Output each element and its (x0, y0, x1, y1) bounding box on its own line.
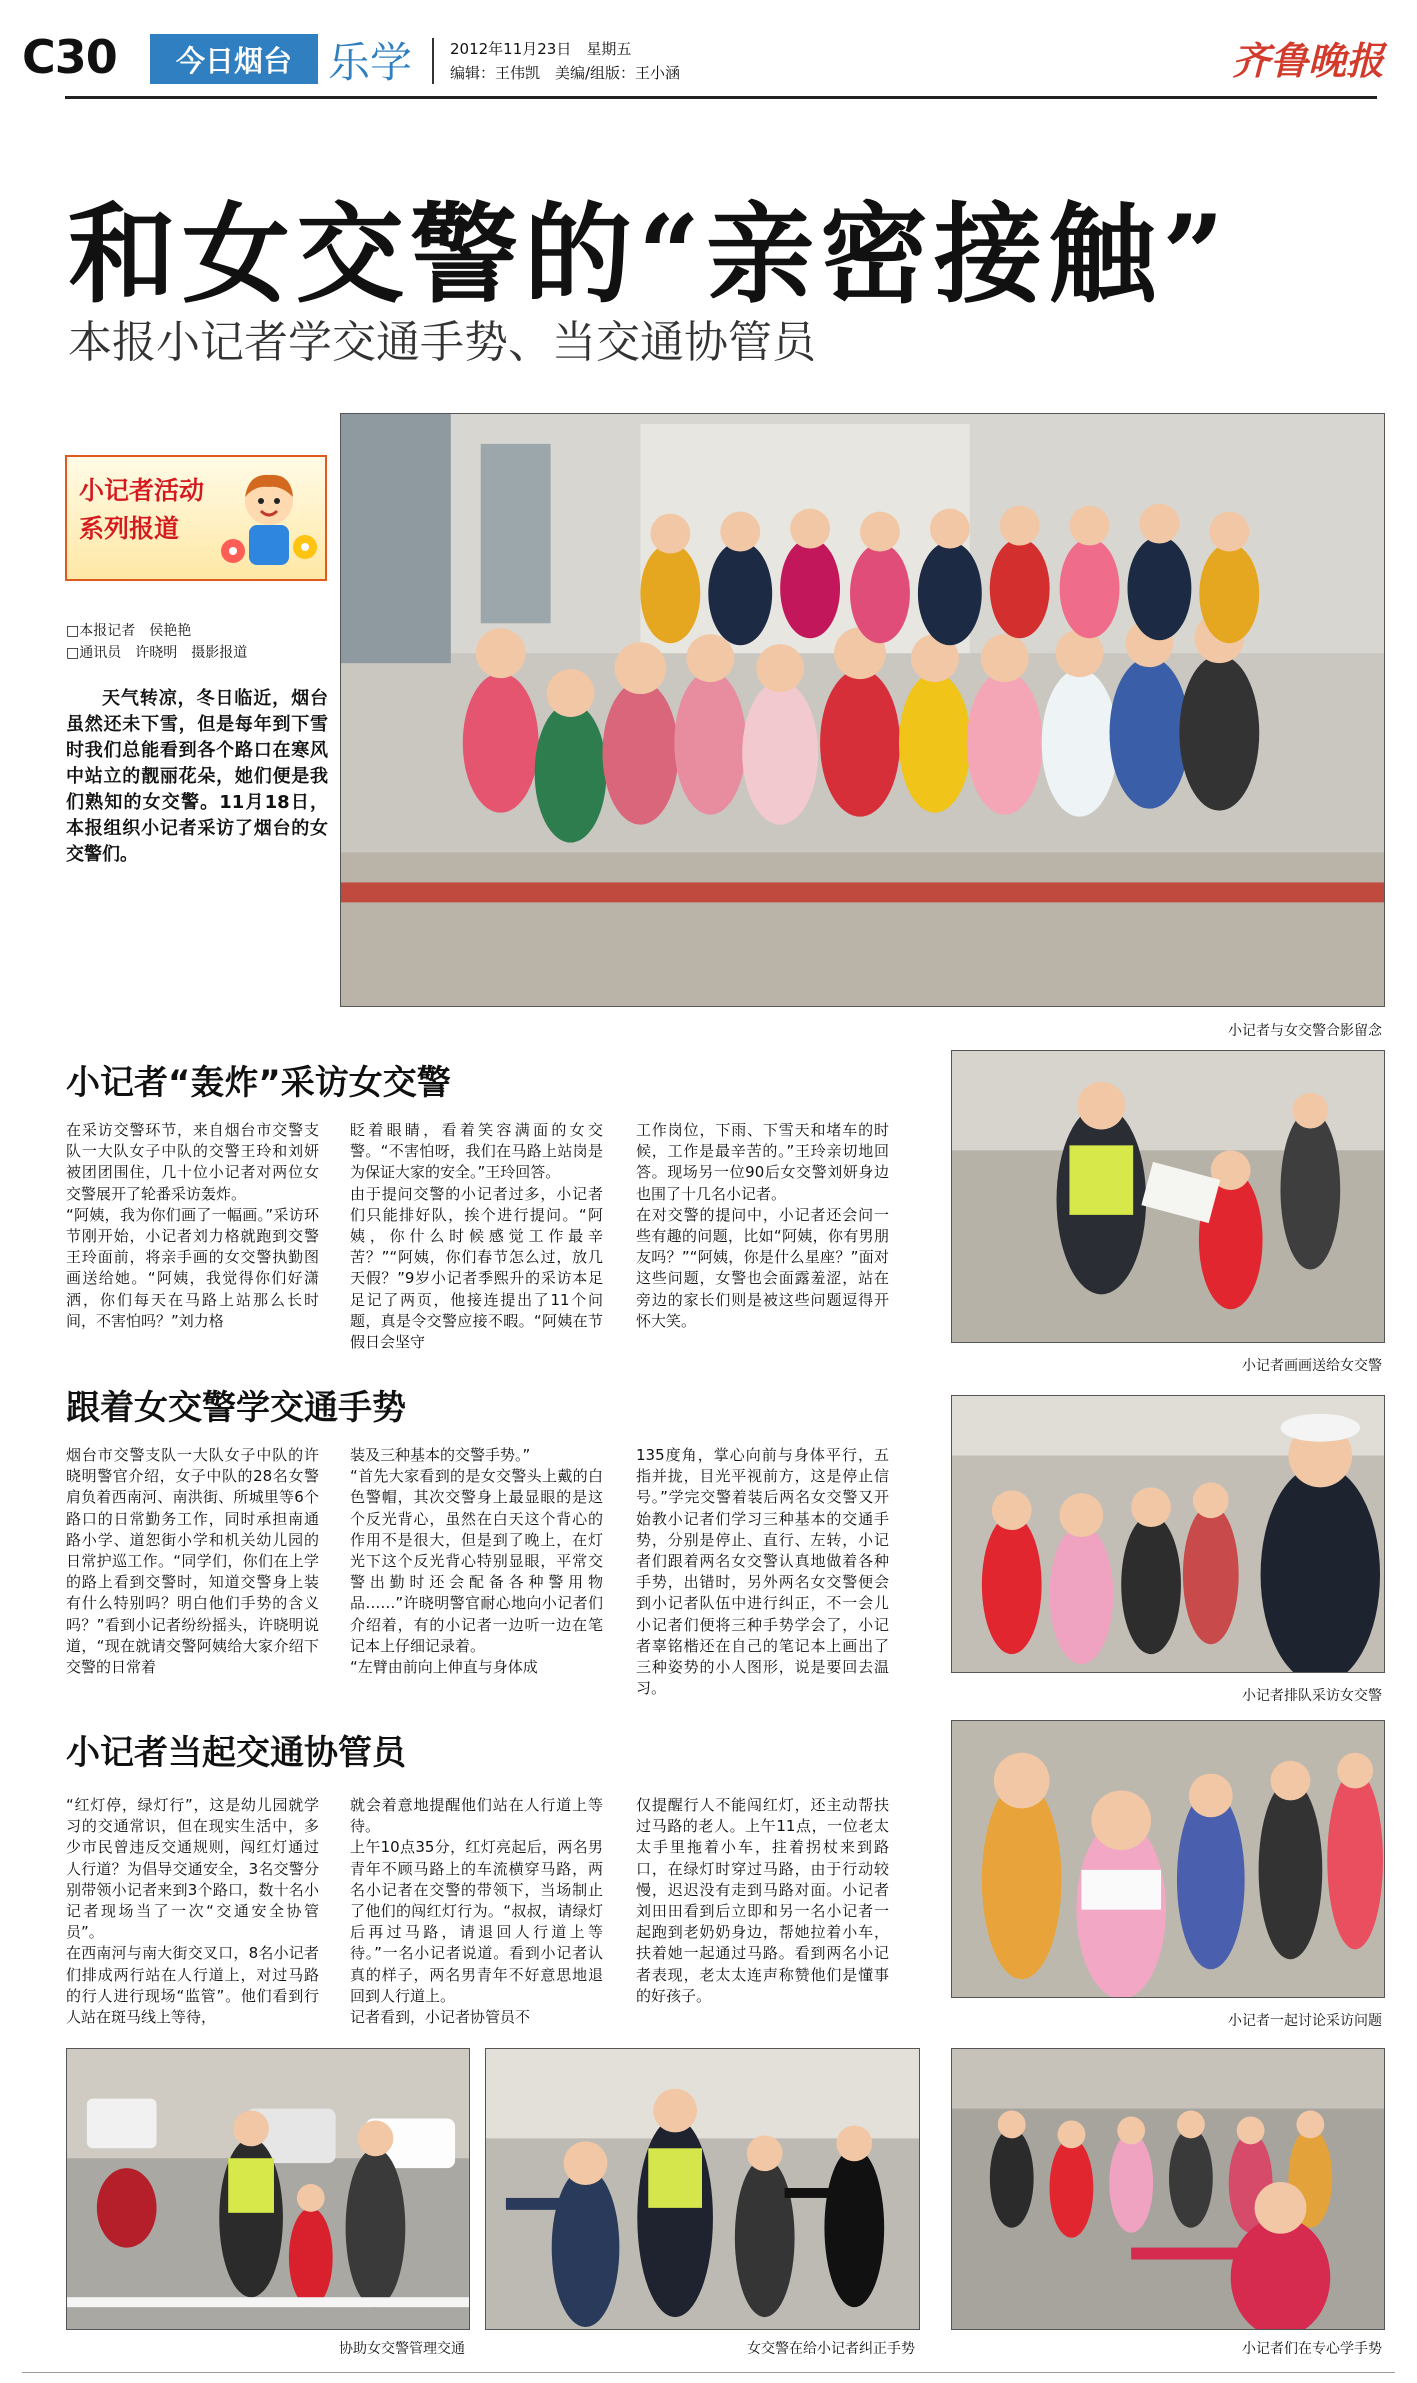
section3-column-3: 仅提醒行人不能闯红灯，还主动帮扶过马路的老人。上午11点，一位老太太手里拖着小车，拄着拐杖来到路口，在绿灯时穿过马路，由于行动较慢，迟迟没有走到马路对面。小记者刘田田看到后立即和另一名小记者一起跑到老奶奶身边，帮她拉着小车，扶着她一起通过马路。看到两名小记者表现，老太太连声称赞他们是懂事的好孩子。 (636, 1796, 889, 2005)
section3-column-2: 就会着意地提醒他们站在人行道上等待。 上午10点35分，红灯亮起后，两名男青年不顾马路上的车流横穿马路，两名小记者在交警的带领下，当场制止了他们的闯红灯行为。“叔叔，请绿灯后再过马路，请退回人行道上等待。”一名小记者说道。看到小记者认真的样子，两名男青年不好意思地退回到人行道上。 记者看到，小记者协管员不 (350, 1796, 603, 2027)
section1-title: 小记者“轰炸”采访女交警 (66, 1063, 451, 1103)
header-rule (65, 96, 1377, 99)
subheadline: 本报小记者学交通手势、当交通协管员 (68, 317, 816, 368)
intro-paragraph: 天气转凉，冬日临近，烟台虽然还未下雪，但是每年到下雪时我们总能看到各个路口在寒风中站立的靓丽花朵，她们便是我们熟知的女交警。11月18日，本报组织小记者采访了烟台的女交警们。 (66, 688, 328, 865)
section3-title: 小记者当起交通协管员 (66, 1733, 406, 1773)
section1-column-1: 在采访交警环节，来自烟台市交警支队一大队女子中队的交警王玲和刘妍被团团围住，几十位小记者对两位女交警展开了轮番采访轰炸。 “阿姨，我为你们画了一幅画。”采访环节刚开始，小记者刘力格就跑到交警王玲面前，将亲手画的女交警执勤图画送给她。“阿姨，我觉得你们好潇洒，你们每天在马路上站那么长时间，不害怕吗？”刘力格 (66, 1121, 319, 1330)
photo-gesture-correction-caption: 女交警在给小记者纠正手势 (747, 2341, 915, 2357)
photo-learning-gestures-caption: 小记者们在专心学手势 (1242, 2341, 1382, 2357)
section2-column-2: 装及三种基本的交警手势。” “首先大家看到的是女交警头上戴的白色警帽，其次交警身上最显眼的是这个反光背心，虽然在白天这个背心的作用不是很大，但是到了晚上，在灯光下这个反光背心特别显眼，平常交警出勤时还会配备各种警用物品……”许晓明警官耐心地向小记者们介绍着，有的小记者一边听一边在笔记本上仔细记录着。 “左臂由前向上伸直与身体成 (350, 1446, 603, 1677)
cartoon-child-icon (219, 465, 319, 577)
group-photo-caption: 小记者与女交警合影留念 (1228, 1023, 1382, 1039)
series-badge (65, 455, 327, 581)
group-photo (340, 413, 1385, 1007)
footer-rule (22, 2372, 1395, 2373)
photo-traffic-assist (66, 2048, 470, 2330)
headline: 和女交警的“亲密接触” (68, 192, 1231, 318)
section-tag: 今日烟台 (150, 34, 318, 84)
section3-column-1: “红灯停，绿灯行”，这是幼儿园就学习的交通常识，但在现实生活中，多少市民曾违反交通规则，闯红灯通过人行道？为倡导交通安全，3名交警分别带领小记者来到3个路口，数十名小记者现场当了一次“交通安全协管员”。 在西南河与南大街交叉口，8名小记者们排成两行站在人行道上，对过马路的行人进行现场“监管”。他们看到行人站在斑马线上等待， (66, 1796, 319, 2027)
series-badge-line1: 小记者活动 (79, 476, 205, 505)
section2-title: 跟着女交警学交通手势 (66, 1388, 406, 1428)
issue-date: 2012年11月23日 星期五 (450, 40, 632, 58)
photo-drawing-gift (951, 1050, 1385, 1343)
byline-reporter: □本报记者 侯艳艳 (66, 623, 192, 639)
photo-queue-interview-caption: 小记者排队采访女交警 (1242, 1688, 1382, 1704)
section1-column-3: 工作岗位，下雨、下雪天和堵车的时候，工作是最辛苦的。”王玲亲切地回答。现场另一位90后女交警刘妍身边也围了十几名小记者。 在对交警的提问中，小记者还会问一些有趣的问题，比如“阿姨，你有男朋友吗？”“阿姨，你是什么星座？”面对这些问题，女警也会面露羞涩，站在旁边的家长们则是被这些问题逗得开怀大笑。 (636, 1121, 889, 1330)
editor-credits: 编辑：王伟凯 美编/组版：王小涵 (450, 64, 681, 82)
page-number: C30 (22, 30, 117, 84)
photo-discussion-caption: 小记者一起讨论采访问题 (1228, 2013, 1382, 2029)
section2-column-1: 烟台市交警支队一大队女子中队的许晓明警官介绍，女子中队的28名女警肩负着西南河、南洪街、所城里等6个路口的日常勤务工作，同时承担南通路小学、道恕街小学和机关幼儿园的日常护巡工作。“同学们，你们在上学的路上看到交警时，知道交警身上装有什么特别吗？明白他们手势的含义吗？”看到小记者纷纷摇头，许晓明说道，“现在就请交警阿姨给大家介绍下交警的日常着 (66, 1446, 319, 1677)
photo-traffic-assist-caption: 协助女交警管理交通 (339, 2341, 465, 2357)
byline-correspondent: □通讯员 许晓明 摄影报道 (66, 645, 248, 661)
photo-learning-gestures (951, 2048, 1385, 2330)
photo-discussion (951, 1720, 1385, 1998)
photo-drawing-gift-caption: 小记者画画送给女交警 (1242, 1358, 1382, 1374)
section2-column-3: 135度角，掌心向前与身体平行，五指并拢，目光平视前方，这是停止信号。”学完交警着装后两名女交警又开始教小记者们学习三种基本的交通手势，分别是停止、直行、左转，小记者们跟着两名女交警认真地做着各种手势，出错时，另外两名女交警便会到小记者队伍中进行纠正，不一会儿小记者们便将三种手势学会了，小记者辜铭楷还在自己的笔记本上画出了三种姿势的小人图形，说是要回去温习。 (636, 1446, 889, 1698)
header-divider (432, 38, 434, 84)
column-name: 乐学 (328, 38, 413, 87)
section1-column-2: 眨着眼睛，看着笑容满面的女交警。“不害怕呀，我们在马路上站岗是为保证大家的安全。”王玲回答。 由于提问交警的小记者过多，小记者们只能排好队，挨个进行提问。“阿姨，你什么时候感觉工作最辛苦？”“阿姨，你们春节怎么过，放几天假？”9岁小记者季熙升的采访本足足记了两页，他接连提出了11个问题，真是令交警应接不暇。“阿姨在节假日会坚守 (350, 1121, 603, 1352)
newspaper-logo: 齐鲁晚报 (1232, 38, 1385, 83)
photo-gesture-correction (485, 2048, 920, 2330)
series-badge-line2: 系列报道 (79, 514, 180, 543)
photo-queue-interview (951, 1395, 1385, 1673)
